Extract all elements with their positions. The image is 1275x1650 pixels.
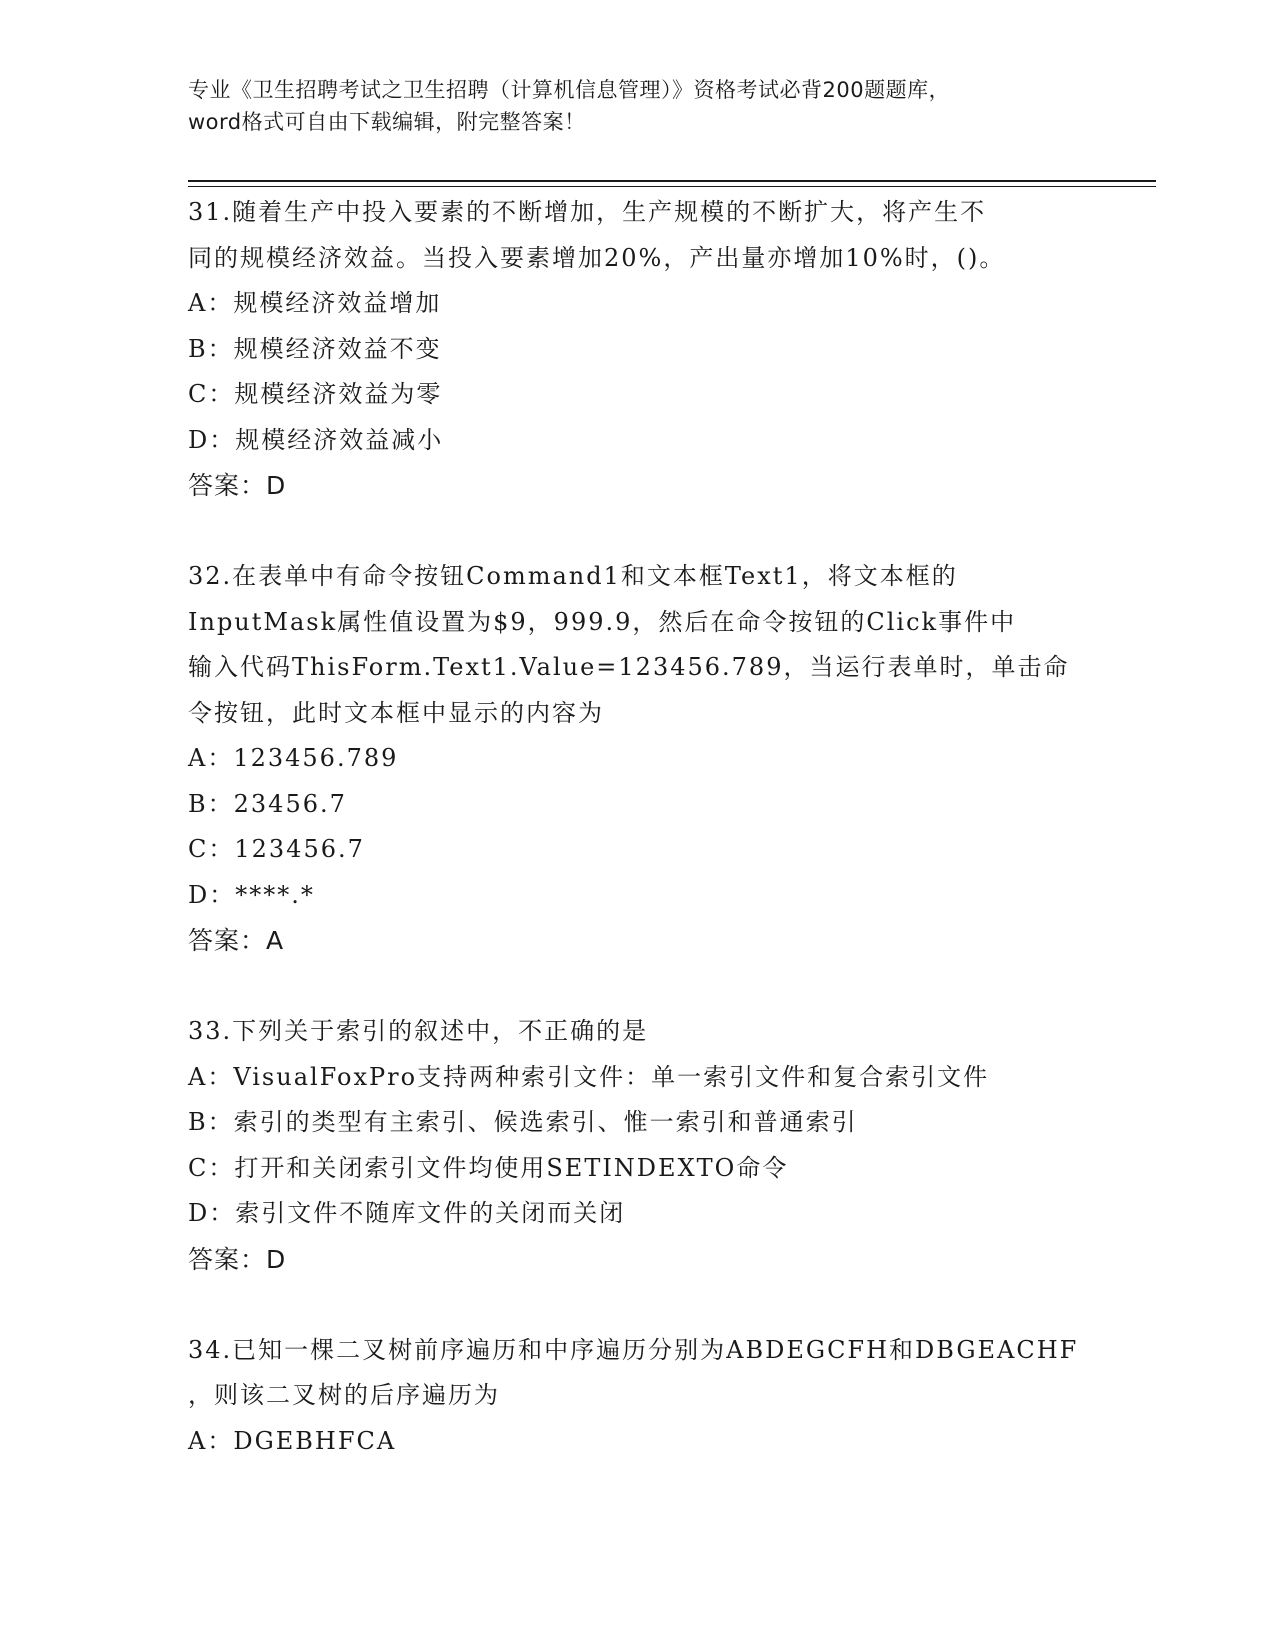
question-list	[188, 190, 1088, 1464]
question-stem-line: 同的规模经济效益。当投入要素增加20%，产出量亦增加10%时，()。	[188, 243, 1006, 272]
header-divider-thin	[188, 186, 1156, 187]
question-stem-line: 令按钮，此时文本框中显示的内容为	[188, 698, 604, 727]
option-a: A：规模经济效益增加	[188, 289, 442, 317]
question-stem	[188, 190, 1088, 281]
question-stem-line: ，则该二叉树的后序遍历为	[188, 1381, 500, 1409]
question-33	[188, 1009, 1088, 1282]
document-header	[188, 74, 1088, 138]
option-a: A：VisualFoxPro支持两种索引文件：单一索引文件和复合索引文件	[188, 1062, 990, 1091]
answer-label: 答案：A	[188, 926, 285, 955]
option-b: B：索引的类型有主索引、候选索引、惟一索引和普通索引	[188, 1108, 858, 1136]
question-31	[188, 190, 1088, 509]
option-c: C：规模经济效益为零	[188, 380, 443, 408]
option-a: A：123456.789	[188, 744, 399, 772]
header-title-line-1: 专业《卫生招聘考试之卫生招聘（计算机信息管理）》资格考试必背200题题库，	[188, 78, 951, 102]
option-b: B：23456.7	[188, 789, 347, 818]
question-stem	[188, 554, 1088, 736]
question-stem	[188, 1009, 1088, 1055]
option-c: C：打开和关闭索引文件均使用SETINDEXTO命令	[188, 1153, 789, 1182]
question-stem-line: 33.下列关于索引的叙述中，不正确的是	[188, 1017, 649, 1045]
answer-label: 答案：D	[188, 1244, 287, 1274]
question-stem	[188, 1328, 1088, 1419]
question-spacer	[188, 964, 1088, 1010]
option-a: A：DGEBHFCA	[188, 1426, 397, 1455]
header-title-line-2: word格式可自由下载编辑，附完整答案！	[188, 110, 586, 134]
question-spacer	[188, 509, 1088, 555]
option-d: D：规模经济效益减小	[188, 425, 444, 454]
option-b: B：规模经济效益不变	[188, 334, 442, 363]
option-d: D：****.*	[188, 880, 315, 909]
question-stem-line: 31.随着生产中投入要素的不断增加，生产规模的不断扩大，将产生不	[188, 198, 987, 226]
question-stem-line: 输入代码ThisForm.Text1.Value=123456.789，当运行表单时，单击命	[188, 653, 1070, 681]
question-34	[188, 1328, 1088, 1465]
question-stem-line: InputMask属性值设置为$9，999.9，然后在命令按钮的Click事件中	[188, 607, 1017, 636]
question-stem-line: 32.在表单中有命令按钮Command1和文本框Text1，将文本框的	[188, 562, 958, 590]
question-stem-line: 34.已知一棵二叉树前序遍历和中序遍历分别为ABDEGCFH和DBGEACHF	[188, 1335, 1079, 1364]
option-d: D：索引文件不随库文件的关闭而关闭	[188, 1199, 626, 1227]
answer-label: 答案：D	[188, 471, 287, 500]
header-divider-thick	[188, 180, 1156, 182]
option-c: C：123456.7	[188, 835, 365, 863]
question-spacer	[188, 1282, 1088, 1328]
question-32	[188, 554, 1088, 964]
